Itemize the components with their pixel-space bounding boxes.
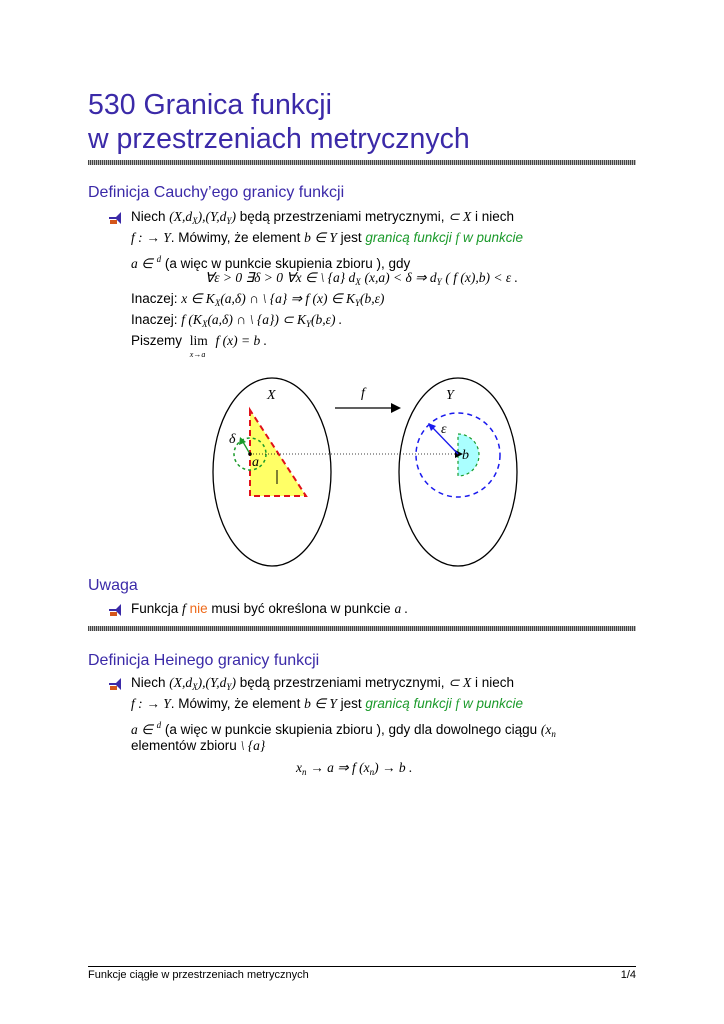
math-sub: n (369, 767, 375, 777)
text: musi być określona w punkcie (211, 601, 391, 616)
heine-formula (296, 758, 412, 782)
highlight-term: w punkcie (463, 696, 524, 711)
text: Niech (131, 209, 166, 224)
lim: lim (189, 333, 208, 348)
math: x (296, 760, 302, 775)
label-epsilon: ε (441, 422, 447, 437)
math-sub: n (551, 729, 556, 739)
highlight-term: granicą funkcji (365, 696, 452, 711)
label-f: f (361, 386, 365, 401)
label-delta: δ (229, 432, 236, 447)
text: elementów zbioru (131, 738, 237, 753)
page-title (88, 88, 470, 156)
math: f (455, 230, 460, 245)
math: f (K (181, 312, 202, 327)
text: i niech (475, 675, 515, 690)
section-heading-uwaga: Uwaga (88, 577, 138, 594)
title-line-2: w przestrzeniach metrycznych (88, 123, 470, 155)
text: (a więc w punkcie skupienia zbioru (164, 256, 373, 271)
math: ) (231, 209, 236, 224)
text: Inaczej: (131, 291, 178, 306)
math: (b,ε) (359, 291, 385, 306)
math: ),(Y,d (197, 209, 227, 224)
math: \ {a}) ⊂ K (249, 312, 306, 327)
divider (88, 160, 636, 165)
lim-sub: x→a (189, 350, 206, 359)
divider (88, 626, 636, 631)
math: a ∈ (131, 722, 153, 737)
label-b: b (462, 448, 469, 463)
math: (x (540, 722, 552, 737)
text: (a więc w punkcie skupienia zbioru (164, 722, 373, 737)
math-sub: X (192, 682, 198, 692)
footer-left: Funkcje ciągłe w przestrzeniach metrycznych (88, 969, 309, 981)
math-sub: Y (436, 277, 442, 287)
math: f (x) = b . (215, 333, 268, 348)
math: b ∈ Y (304, 230, 337, 245)
math: f (455, 696, 460, 711)
math: x ∈ K (181, 291, 215, 306)
math: → a ⇒ f (x (310, 760, 370, 775)
math: (b,ε) . (311, 312, 343, 327)
bullet-pen-icon (108, 677, 122, 691)
math: → Y (146, 696, 171, 711)
math: a . (394, 601, 408, 616)
math: (X,d (169, 209, 193, 224)
footer-page-number: 1/4 (620, 969, 636, 981)
heine-line-4 (131, 736, 265, 756)
math: → Y (146, 230, 171, 245)
text: i niech (475, 209, 515, 224)
highlight-term: granicą funkcji (365, 230, 452, 245)
math-sub: Y (226, 216, 232, 226)
math-sub: n (302, 767, 307, 777)
text: jest (340, 230, 362, 245)
cauchy-line-7 (131, 331, 268, 359)
math: (X,d (169, 675, 193, 690)
math-sub: Y (305, 319, 311, 329)
math: ) → b . (374, 760, 413, 775)
text: Inaczej: (131, 312, 178, 327)
text: jest (340, 696, 362, 711)
text: . Mówimy, że element (170, 696, 301, 711)
bullet-pen-icon (108, 603, 122, 617)
math: \ {a} d (320, 270, 356, 285)
math: ( f (x),b) < ε . (445, 270, 518, 285)
math: f (182, 601, 186, 616)
text: ), gdy dla dowolnego ciągu (376, 722, 538, 737)
math: f : (131, 230, 143, 245)
math-sub: Y (226, 682, 232, 692)
title-line-1: 530 Granica funkcji (88, 89, 332, 121)
math: \ {a} ⇒ f (x) ∈ K (262, 291, 355, 306)
section-heading-heine: Definicja Heinego granicy funkcji (88, 652, 320, 669)
label-Y: Y (446, 388, 454, 403)
footer-rule (88, 966, 636, 967)
math-sup: d (156, 254, 162, 264)
arrow-head (391, 403, 401, 413)
limit-diagram (205, 372, 535, 572)
math: ⊂ X (448, 675, 472, 690)
text: Niech (131, 675, 166, 690)
set-triangle (250, 410, 306, 496)
text: . Mówimy, że element (170, 230, 301, 245)
text: będą przestrzeniami metrycznymi, (239, 675, 445, 690)
text: Piszemy (131, 333, 183, 348)
math-sub: X (201, 319, 208, 329)
cauchy-line-2 (131, 228, 523, 248)
math-sub: X (192, 216, 198, 226)
math: ⊂ X (448, 209, 472, 224)
highlight-term: w punkcie (463, 230, 524, 245)
uwaga-line-1 (131, 599, 408, 619)
delta-arrow-head (239, 437, 246, 445)
math: a ∈ (131, 256, 153, 271)
text: ), gdy (376, 256, 411, 271)
math: (a,δ) ∩ (220, 291, 259, 306)
bullet-pen-icon (108, 211, 122, 225)
text: będą przestrzeniami metrycznymi, (239, 209, 445, 224)
math: ),(Y,d (197, 675, 227, 690)
label-X: X (267, 388, 276, 403)
lim-operator (189, 331, 212, 359)
math: \ {a} (240, 738, 266, 753)
math: b ∈ Y (304, 696, 337, 711)
label-a: a (252, 455, 259, 470)
math: f : (131, 696, 143, 711)
section-heading-cauchy: Definicja Cauchy’ego granicy funkcji (88, 184, 345, 201)
math-sub: X (355, 277, 361, 287)
highlight-word: nie (189, 601, 208, 616)
math-sub: X (214, 298, 221, 308)
math: ∀ε > 0 ∃δ > 0 ∀x ∈ (205, 270, 317, 285)
math-sub: Y (354, 298, 360, 308)
math-sup: d (156, 720, 162, 730)
math: ) (231, 675, 236, 690)
heine-line-2 (131, 694, 523, 714)
math: (x,a) < δ ⇒ d (364, 270, 437, 285)
math: (a,δ) ∩ (207, 312, 246, 327)
text: Funkcja (131, 601, 179, 616)
